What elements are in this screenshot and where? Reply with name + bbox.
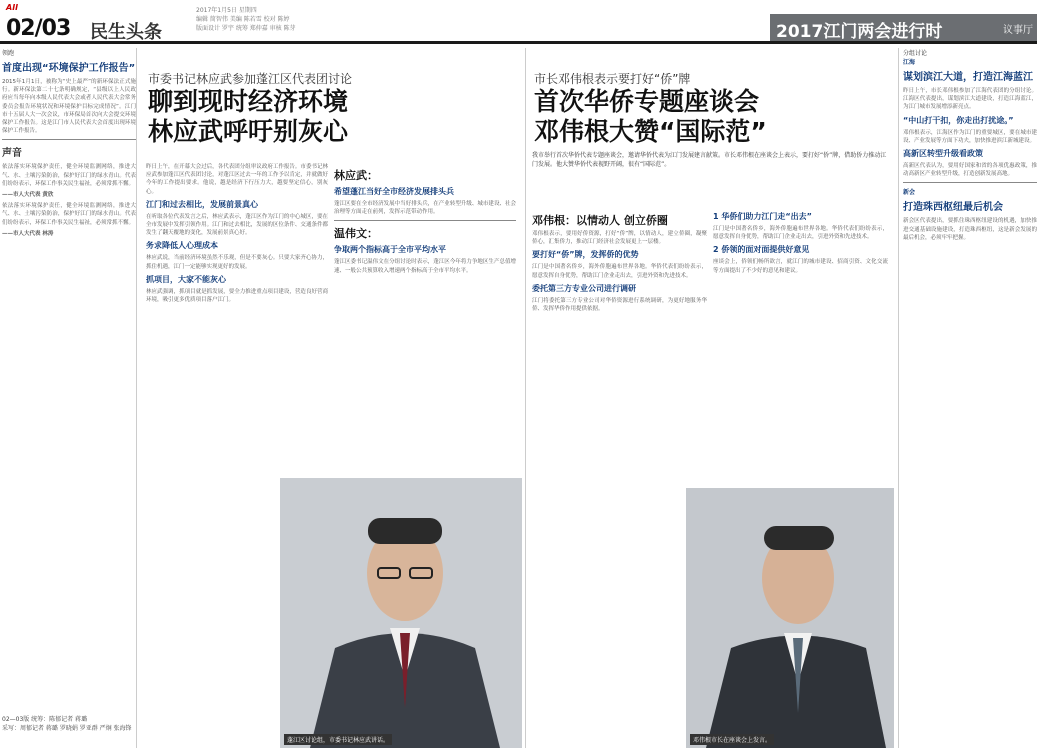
- article2-sub-section: 要打好“侨”牌，发挥侨的优势: [532, 250, 639, 260]
- article2-kicker: 市长邓伟根表示要打好“侨”牌: [534, 72, 691, 86]
- right-sub-2: 高新区转型升级看政策: [903, 149, 983, 159]
- left-text-1: 2015年1月1日，被称为“史上最严”的新环保法正式施行。新环保法第二十七条明确规定，“县级以上人民政府应当每年向本级人民代表大会或者人民代表大会常务委员会报告环境状况和环境保护目标完成情况”。江门市十五届人大一次会议，市环保局首次向大会提交环境保护工作报告。这是江门市人民代表大会首度出现环境保护工作报告。: [2, 79, 136, 135]
- article2-body-1a: 江门是中国著名侨乡，海外侨胞遍布世界各地。华侨代表们纷纷表示，愿意发挥自身优势，帮助江门企业走出去，引进外资和先进技术。: [532, 264, 707, 279]
- left-column: [2, 48, 137, 748]
- right-place-2: 新会: [903, 189, 916, 197]
- article1-side2-title: 温伟文：: [334, 227, 378, 241]
- right-text-2: 邓伟根表示，江海区作为江门的重要城区，要在城市建设、产业发展等方面下功夫，加快推进滨江新城建设。: [903, 129, 1037, 144]
- article2-body-4: 江门将委托第三方专业公司对华侨资源进行系统调研，为更好地服务华侨、发挥华侨作用提供依据。: [532, 297, 707, 313]
- article1-kicker: 市委书记林应武参加蓬江区代表团讨论: [148, 72, 353, 86]
- footer-line-2: 采写：周郁记者 蒋璐 罗晓娟 罗亚群 严炯 张海锋: [2, 725, 132, 732]
- person-photo-icon: [280, 478, 522, 748]
- person-photo-icon: [686, 488, 894, 748]
- article1-photo-caption: 蓬江区讨论组，市委书记林应武讲话。: [284, 734, 392, 745]
- article1-side2-text: 蓬江区委书记温伟文在分组讨论时表示，蓬江区今年将力争地区生产总值增速、一般公共预算收入增速两个指标高于全市平均水平。: [334, 259, 516, 274]
- right-headline-2: 打造珠西枢纽最后机会: [903, 202, 1003, 214]
- left-footer: [2, 715, 137, 733]
- meta-design: 版面设计 罗宇 统筹 郑仲嘉 审核 陈芽: [196, 25, 296, 32]
- page-number: 02/03: [6, 16, 71, 41]
- left-kicker: 领跑: [2, 50, 15, 57]
- right-text-1: 昨日上午，市长邓伟根参加了江海代表团的分组讨论。江海区代表提出，谋划滨江大道建设，打造江海蓝江，为江门城市发展增添新亮点。: [903, 88, 1037, 111]
- banner-tag: 议事厅: [1003, 25, 1033, 36]
- right-column: [898, 48, 1037, 748]
- right-headline-1: 谋划滨江大道，打造江海蓝江: [903, 72, 1033, 83]
- article2-sub-1: 1 华侨们助力江门走“出去”: [713, 212, 812, 221]
- article2-lead: 我市举行首次华侨代表专题座谈会，邀请华侨代表为江门发展建言献策。市长邓伟根在座谈会上表示，要打好“侨”牌，借助侨力推动江门发展。他大赞华侨代表视野开阔，很有“国际范”。: [532, 152, 887, 168]
- article2-photo: [686, 488, 894, 748]
- article2-sub-2: 2 侨领的面对面提供好意见: [713, 245, 810, 255]
- left-text-3: 依法落实环境保护责任，健全环境监测网络，推进大气、水、土壤污染防治，保护好江门的绿水青山。代表们纷纷表示，环保工作事关民生福祉，必须常抓不懈。: [2, 203, 136, 226]
- quote-author-1: ——市人大代表 黄欣: [2, 192, 54, 199]
- right-place-1: 江海: [903, 59, 916, 66]
- meta-editors: 编辑 简智伟 美编 陈若雪 校对 陈婷: [196, 16, 290, 23]
- right-sub-1: “中山打干扣，你走出打扰途。”: [903, 115, 1014, 125]
- article1-sub-1: 江门和过去相比，发展前景真心: [146, 199, 258, 209]
- banner: [770, 14, 1037, 41]
- article1-sub-2: 务求降低人心理成本: [146, 241, 218, 251]
- section-title: 民生头条: [90, 22, 162, 43]
- article1-side-sub: 希望蓬江当好全市经济发展排头兵: [334, 187, 454, 196]
- article1-body-3: 林应武说，当前经济环境虽然不乐观，但是不要灰心。只要大家齐心协力，抓住机遇，江门一定能够实现更好的发展。: [146, 255, 328, 270]
- article1-body-1: 昨日上午，在开幕大会过后，各代表团分组审议政府工作报告。市委书记林应武参加蓬江区代表团讨论，对蓬江区过去一年的工作予以肯定，并就做好今年的工作提出要求。他说，越是经济下行压力大，越要坚定信心，别灰心。: [146, 164, 328, 195]
- left-section-voice: 声音: [2, 148, 22, 160]
- article2-headline-1: 首次华侨专题座谈会: [534, 87, 760, 116]
- article2-headline-2: 邓伟根大赞“国际范”: [534, 117, 767, 146]
- meta-date: 2017年1月5日 星期四: [196, 7, 257, 14]
- article1-sub-3: 抓项目，大家不能灰心: [146, 274, 226, 284]
- article-lin: [140, 48, 522, 748]
- left-headline: 首度出现“环境保护工作报告”: [2, 63, 136, 74]
- article2-photo-caption: 邓伟根市长在座谈会上发言。: [690, 734, 774, 745]
- article2-body-3: 邓伟根表示，要用好侨资源，打好“侨”牌，以情动人，建立侨圈，凝聚侨心，汇集侨力，推动江门经济社会发展更上一层楼。: [532, 231, 707, 246]
- article1-headline-1: 聊到现时经济环境: [148, 87, 349, 116]
- article-deng: [525, 48, 893, 748]
- article2-section-title: 邓伟根：以情动人 创立侨圈: [532, 214, 668, 227]
- article2-section-2: 委托第三方专业公司进行调研: [532, 283, 636, 293]
- article1-side-title: 林应武：: [334, 169, 378, 182]
- right-kicker: 分组讨论: [903, 50, 928, 57]
- article1-headline-2: 林应武呼吁别灰心: [148, 117, 349, 146]
- article1-side2-sub: 争取两个指标高于全市平均水平: [334, 245, 446, 255]
- banner-title: 2017江门两会进行时: [776, 22, 943, 42]
- page-meta: [196, 6, 396, 33]
- left-text-2: 依法落实环境保护责任，健全环境监测网络，推进大气、水、土壤污染防治，保护好江门的绿水青山。代表们纷纷表示，环保工作事关民生福祉，必须常抓不懈。: [2, 164, 136, 187]
- article2-body-1: 江门是中国著名侨乡，海外侨胞遍布世界各地。华侨代表们纷纷表示，愿意发挥自身优势，帮助江门企业走出去，引进外资和先进技术。: [713, 226, 888, 241]
- article2-body-2: 座谈会上，侨领们畅所欲言，就江门的城市建设、招商引资、文化交流等方面提出了不少好的意见和建议。: [713, 259, 888, 274]
- brand-logo: AII: [6, 3, 19, 12]
- article1-side-text: 蓬江区要在全市经济发展中当好排头兵，在产业转型升级、城市建设、社会治理等方面走在前列，发挥示范带动作用。: [334, 201, 516, 216]
- article1-photo: [280, 478, 522, 748]
- page-header: [0, 0, 1037, 44]
- quote-author-2: ——市人大代表 林涛: [2, 230, 54, 237]
- article1-body-4: 林应武强调，抓项目就是抓发展，要全力推进重点项目建设，营造良好营商环境，吸引更多优质项目落户江门。: [146, 288, 328, 304]
- footer-line-1: 02—03版 统筹：陈郁记者 蒋璐: [2, 716, 88, 723]
- article1-body-2: 在听取各位代表发言之后，林应武表示，蓬江区作为江门的中心城区，要在全市发展中发挥引领作用。江门和过去相比，发展的区位条件、交通条件都发生了翻天覆地的变化，发展前景真心好。: [146, 213, 328, 237]
- right-text-3: 高新区代表认为，要用好国家和省的各项优惠政策，推动高新区产业转型升级，打造创新发展高地。: [903, 163, 1037, 178]
- right-text-4: 新会区代表提出，要抓住珠西枢纽建设的机遇，加快推进交通基础设施建设，打造珠西枢纽，这是新会发展的最后机会，必须牢牢把握。: [903, 218, 1037, 241]
